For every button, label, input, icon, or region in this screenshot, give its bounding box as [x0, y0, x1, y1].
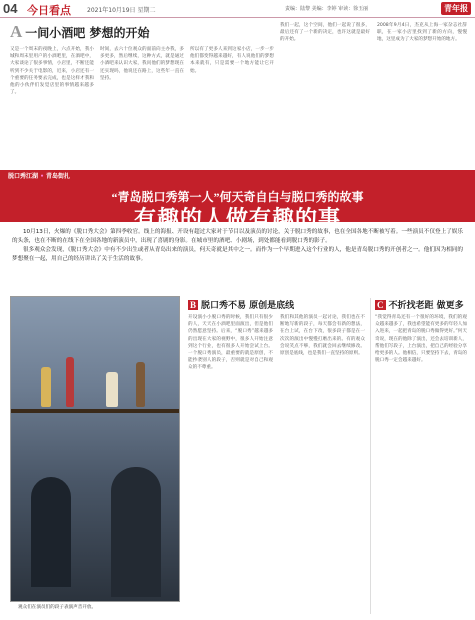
person-silhouette	[31, 477, 71, 587]
section-c-letter: C	[377, 299, 384, 310]
article-a-column-5	[377, 22, 467, 166]
section-b-title: 脱口秀不易 原创是底线	[201, 301, 295, 311]
article-a-column-1	[10, 46, 94, 166]
section-b-text-1: 开设演小小脱口秀的时候，我们只有很少的人，天天在小酒吧里面演出，但是他们仍然愿意坚持。后来，“脱口秀”越来越多的出现在大家的视野中，很多人开始注意到这个行业，也有很多人开始尝试上台。一个脱口秀演员，最重要的就是原创，不能抄袭别人的段子，否则就是对自己和观众的不尊重。	[188, 315, 273, 371]
page-header	[0, 0, 475, 18]
section-b-text-2: 我们和其他的演员一起讨论，我们也在不断地写新的段子，每天都会有新的想法，在台上试，在台下改，很多段子都是在一次次的演出中慢慢打磨出来的。有的观众会说笑点不够，我们就会回去继续修改。原创是底线，也是我们一直坚持的原则。	[280, 315, 365, 357]
section-c-heading	[375, 298, 464, 311]
shelf	[11, 409, 179, 413]
column-divider	[370, 298, 371, 614]
editor-credits: 责编：陆黎 美编：李婷 审读：徐玉丽	[285, 6, 369, 12]
section-c-column	[375, 314, 467, 614]
bottle-shape	[41, 367, 51, 407]
issue-date: 2021年10月19日 星期二	[87, 7, 156, 14]
section-b-letter: B	[190, 299, 197, 310]
article-a-heading	[10, 22, 149, 42]
lead-text-2: 很多观众会发现，《脱口秀大会》中有不少出生或者从青岛出来的演员，何天奇就是其中之一。而作为一个早期进入这个行业的人，他是青岛脱口秀的开创者之一。他们因为相同的梦想聚在一起，用自己的经历讲出了关于生活的故事。	[12, 247, 463, 262]
bar-photo	[10, 296, 180, 602]
headline-main: 有趣的人做有趣的事	[133, 206, 341, 231]
section-b-heading	[188, 298, 294, 311]
article-a-column-3	[190, 46, 274, 166]
bottle-shape	[106, 372, 118, 407]
person-silhouette	[111, 467, 161, 597]
article-a-text-3: 所以有了更多人来到这家小店，一步一步他们都变得越来越好，有人说他们的梦想本来就有，只是需要一个地方能让它开始。	[190, 47, 274, 74]
section-c-title: 不折找老距 做更多	[388, 301, 464, 311]
bottle-shape	[66, 357, 74, 407]
article-a-text-2: 时间，去六十位观众的面前向主办我，多多更多，然后继续，这种方式，就是通过小酒吧来认识大家，我问他们的梦想现在还实现吗，他说还在路上，这些年一直在坚持。	[100, 47, 184, 81]
lead-paragraph	[12, 228, 463, 264]
article-a-letter: A	[10, 22, 23, 41]
photo-caption: 观众们在演员们的段子表演声音开放。	[18, 605, 97, 610]
band-tag-suffix: 青岛街扎	[46, 173, 71, 180]
section-title: 今日看点	[27, 4, 71, 17]
lead-text-1: 10月13日，火爆的《脱口秀大会》第四季收官。线上的海报、开设有超过大家对于节目以及演员的讨论，关于脱口秀的故事，也在全国各地不断被写着。一些演员不仅登上了娱乐的头条，也在不断的在线下在全国各地的新演员中，出现了喜剧的身影。在城市里的酒吧、小剧场，到处都能看到脱口秀的影子。	[12, 229, 463, 244]
article-a-text-1: 又是一个周末的夜晚上，六点开始，我小城和周末里用户的小酒吧里，在酒吧中，大家谈论了很多事情，小店里，不断还能听到不少关于电影的，近来，小店还有一个重要的任务要去完成，也是这样才我和他的小伙伴们发觉店里的事情越来越多了。	[10, 47, 94, 96]
section-b-column-2	[280, 314, 365, 614]
band-tag: 脱口秀江湖 • 青岛街扎	[8, 173, 71, 180]
band-tag-label: 脱口秀江湖	[8, 173, 39, 180]
article-a-title: 一间小酒吧 梦想的开始	[25, 25, 150, 40]
article-a-text-5: 2008年9月4日，杰克从上海一家杂志社辞职，在一家小店里找到了新的方向，慢慢地，这里成为了大家的梦想开始的地方。	[377, 23, 467, 43]
bottle-shape	[136, 362, 145, 407]
article-a-column-4	[280, 22, 370, 166]
article-a-text-4: 我们一起，这个空间，他们一起说了很多，最后还有了一个新的决定，也许这就是最好的开始。	[280, 23, 370, 43]
section-c-text: “我觉得青岛还有一个很好的环境，我们的观众越来越多了，我也希望能有更多的年轻人加入进来，一起把青岛的脱口秀做得更好。”何天奇说，现在的他除了演出，还会去培训新人，帮他们写段子，上台演出，把自己的经验分享给更多的人。他相信，只要坚持下去，青岛的脱口秀一定会越来越好。	[375, 315, 467, 364]
article-a-column-2	[100, 46, 184, 166]
newspaper-logo: 青年报	[441, 2, 471, 15]
section-b-column-1	[188, 314, 273, 614]
headline-subtitle: “青岛脱口秀第一人”何天奇自白与脱口秀的故事	[111, 190, 364, 204]
page-number: 04	[3, 1, 18, 16]
